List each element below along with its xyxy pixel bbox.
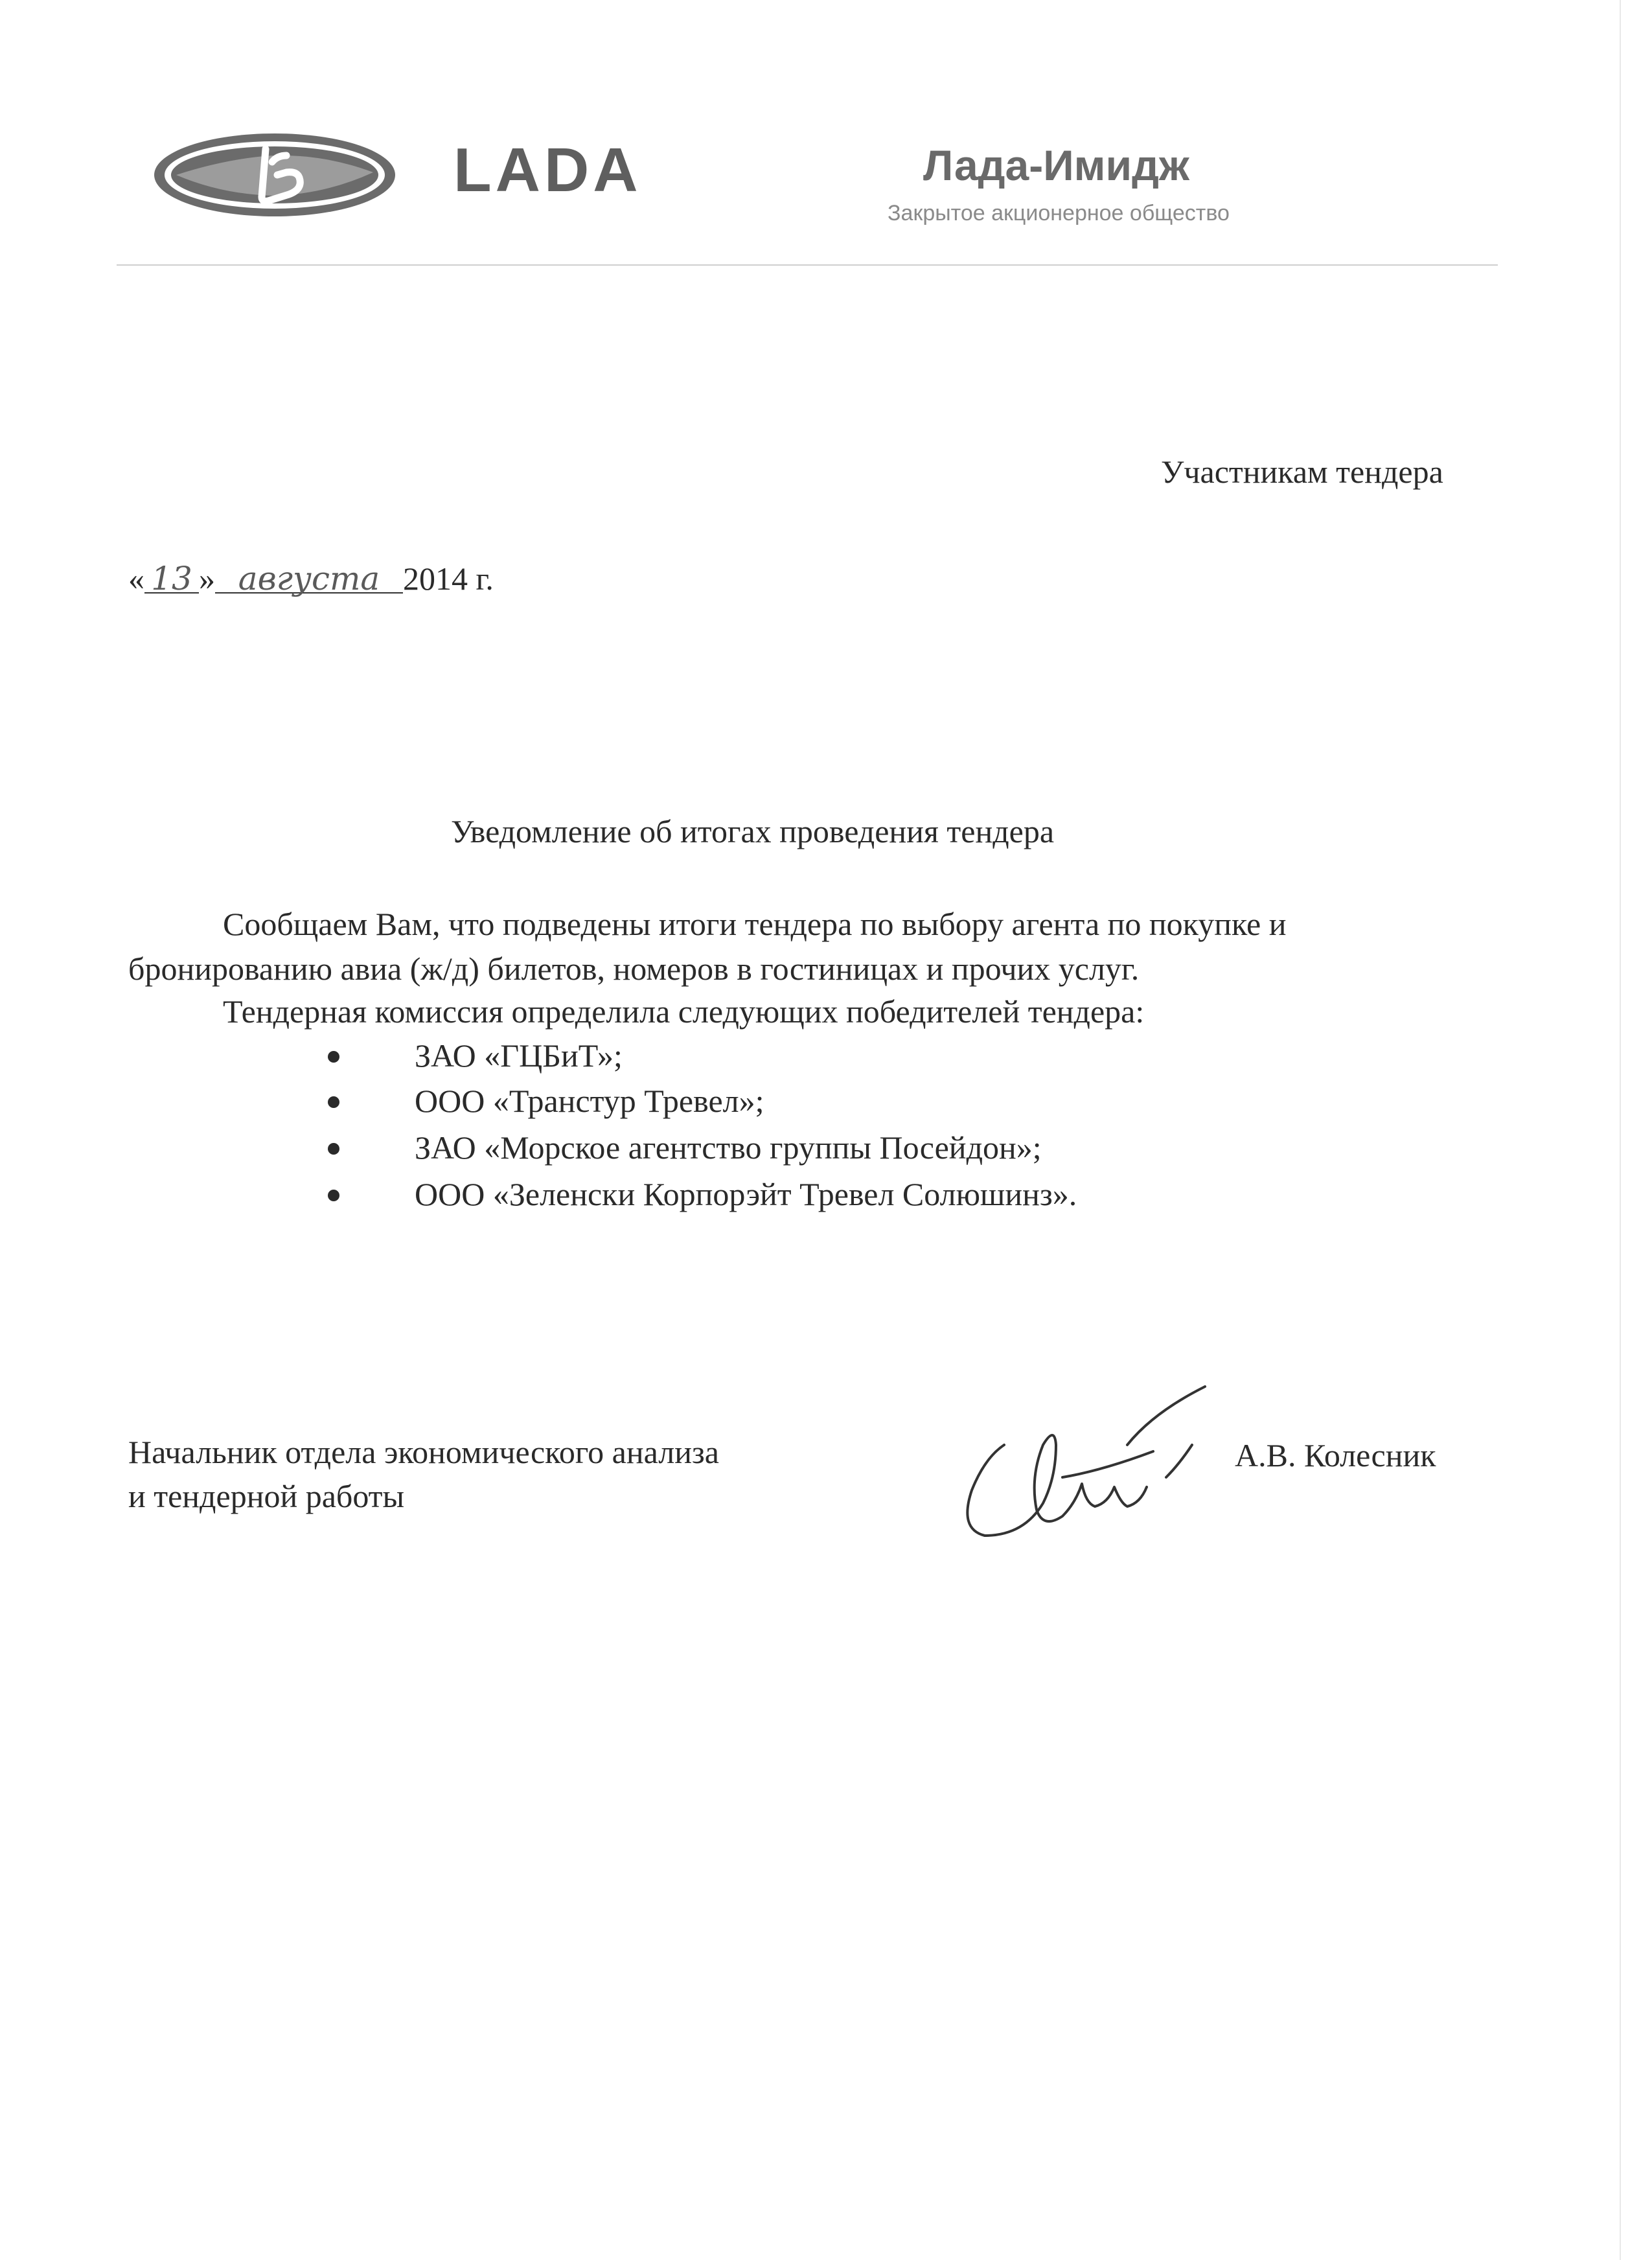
lada-logo-emblem [150, 130, 400, 220]
header-divider [117, 264, 1498, 266]
signatory-title-line-1: Начальник отдела экономического анализа [128, 1434, 719, 1470]
date-line [128, 562, 494, 595]
company-type: Закрытое акционерное общество [888, 201, 1230, 225]
bullet-icon [328, 1051, 339, 1063]
date-month: августа [238, 560, 380, 597]
winner-list-item: ООО «Зеленски Корпорэйт Тревел Солюшинз». [415, 1176, 1077, 1212]
bullet-icon [328, 1190, 339, 1201]
body-paragraph-1-line-1: Сообщаем Вам, что подведены итоги тендера по выбору агента по покупке и [223, 906, 1287, 942]
winner-list-item: ЗАО «Морское агентство группы Посейдон»; [415, 1129, 1042, 1166]
date-year: 2014 г. [403, 560, 494, 597]
winner-list-item: ЗАО «ГЦБиТ»; [415, 1037, 623, 1074]
handwritten-signature [933, 1374, 1244, 1568]
scan-edge-line [1620, 0, 1621, 2260]
signatory-title-line-2: и тендерной работы [128, 1478, 405, 1514]
brand-name: LADA [453, 135, 642, 205]
date-open-quote: « [128, 560, 144, 597]
signatory-name: А.В. Колесник [1235, 1437, 1436, 1473]
bullet-icon [328, 1096, 339, 1108]
body-paragraph-2: Тендерная комиссия определила следующих победителей тендера: [223, 993, 1145, 1030]
date-day: 13 [151, 560, 192, 597]
bullet-icon [328, 1143, 339, 1155]
date-close-quote: » [199, 560, 215, 597]
company-name: Лада-Имидж [923, 141, 1189, 189]
addressee: Участникам тендера [1161, 454, 1443, 490]
body-paragraph-1-line-2: бронированию авиа (ж/д) билетов, номеров в гостиницах и прочих услуг. [128, 951, 1140, 987]
letter-subject: Уведомление об итогах проведения тендера [451, 813, 1055, 849]
winner-list-item: ООО «Транстур Тревел»; [415, 1083, 764, 1119]
